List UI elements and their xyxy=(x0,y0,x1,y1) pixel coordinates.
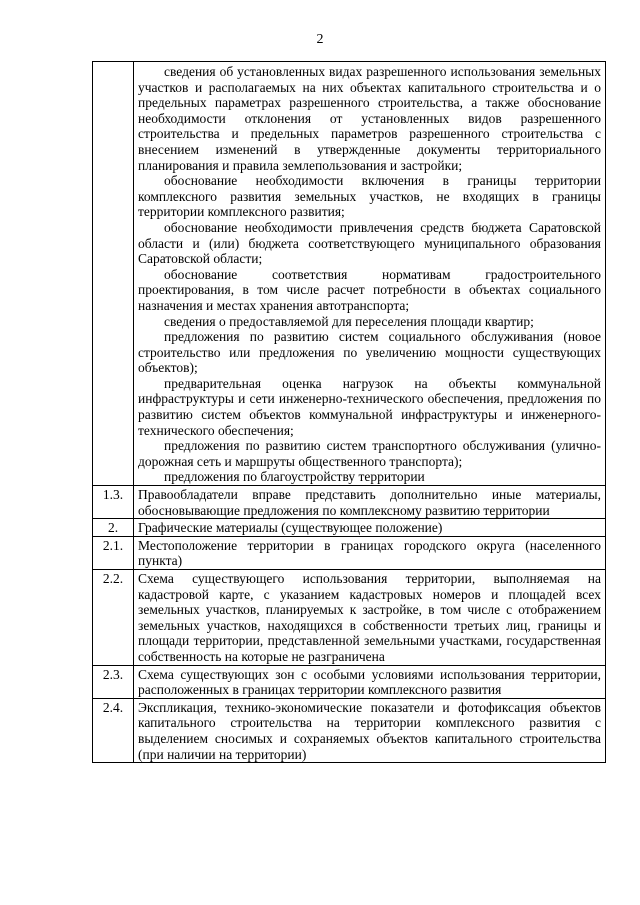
table-row xyxy=(93,570,606,666)
row-number: 2.3. xyxy=(93,665,134,698)
row-text: Графические материалы (существующее положение) xyxy=(138,520,443,536)
list-item: обоснование соответствия нормативам градостроительного проектирования, в том числе расчет потребности в объектах социального назначения и местах хранения автотранспорта; xyxy=(138,266,601,313)
row-number: 2.1. xyxy=(93,536,134,569)
row-content xyxy=(134,486,606,519)
table-row xyxy=(93,519,606,537)
list-item: предложения по развитию систем социального обслуживания (новое строительство или предложения по увеличению мощности существующих объектов); xyxy=(138,329,601,376)
list-item: сведения об установленных видах разрешенного использования земельных участков и располагаемых на них объектах капитального строительства и о предельных параметрах разрешенного строительства, а также обоснование необходимости отклонения от установленных видов разрешенного строительства и предельных параметров разрешенного строительства с внесением изменений в утвержденные документы территориального планирования и правила землепользования и застройки; xyxy=(138,64,601,173)
row-content xyxy=(134,62,606,486)
requirements-table xyxy=(92,61,606,763)
list-item: сведения о предоставляемой для переселения площади квартир; xyxy=(164,313,534,329)
row-text: Экспликация, технико-экономические показатели и фотофиксация объектов капитального строительства на территории комплексного развития с выделением сносимых и сохраняемых объектов капитального строительства (при наличии на территории) xyxy=(138,699,601,762)
row-number: 2. xyxy=(93,519,134,537)
table-row xyxy=(93,698,606,762)
page-number: 2 xyxy=(316,32,324,47)
row-content xyxy=(134,536,606,569)
row-text: Схема существующих зон с особыми условиями использования территории, расположенных в границах территории комплексного развития xyxy=(138,666,601,698)
row-number: 2.2. xyxy=(93,570,134,666)
list-item: предварительная оценка нагрузок на объекты коммунальной инфраструктуры и сети инженерно-технического обеспечения, предложения по развитию систем объектов коммунальной инфраструктуры и инженерного-технического обеспечения; xyxy=(138,375,601,438)
table-row xyxy=(93,665,606,698)
row-content xyxy=(134,519,606,537)
list-item: предложения по развитию систем транспортного обслуживания (улично-дорожная сеть и маршруты общественного транспорта); xyxy=(138,438,601,469)
row-number: 2.4. xyxy=(93,698,134,762)
row-content xyxy=(134,665,606,698)
list-item: предложения по благоустройству территории xyxy=(164,469,425,485)
row-text: Местоположение территории в границах городского округа (населенного пункта) xyxy=(138,537,601,569)
table-row xyxy=(93,62,606,486)
list-item: обоснование необходимости привлечения средств бюджета Саратовской области и (или) бюджета соответствующего муниципального образования Саратовской области; xyxy=(138,219,601,267)
row-content xyxy=(134,698,606,762)
row-text: Правообладатели вправе представить дополнительно иные материалы, обосновывающие предложения по комплексному развитию территории xyxy=(138,487,601,518)
row-number xyxy=(93,62,134,486)
row-text: Схема существующего использования территории, выполняемая на кадастровой карте, с указанием кадастровых номеров и площадей всех земельных участков, планируемых к застройке, в том числе с отображением земельных участков, находящихся в собственности третьих лиц, границы и площади территории, представленной земельными участками, государственная собственность на которые не разграничена xyxy=(138,571,601,664)
row-number: 1.3. xyxy=(93,486,134,519)
list-item: обоснование необходимости включения в границы территории комплексного развития земельных участков, не входящих в границы территории комплексного развития; xyxy=(138,173,601,220)
row-content xyxy=(134,570,606,666)
table-row xyxy=(93,536,606,569)
table-row xyxy=(93,486,606,519)
